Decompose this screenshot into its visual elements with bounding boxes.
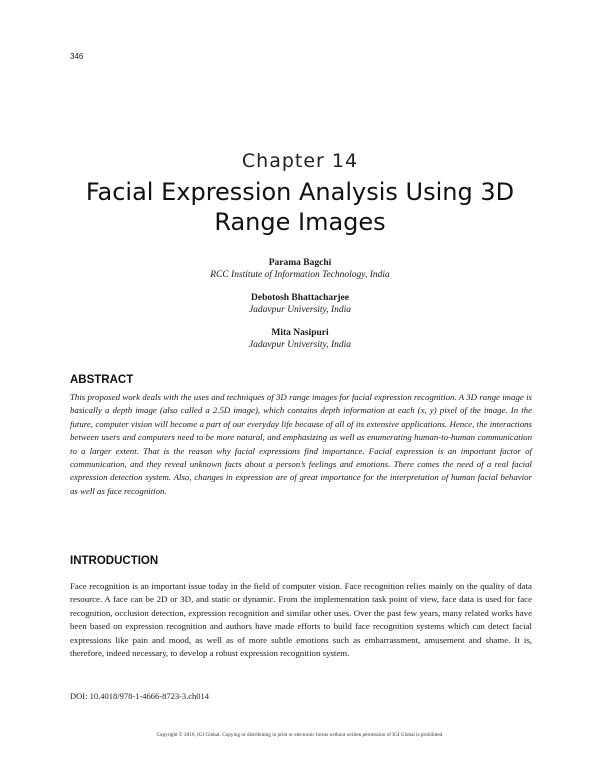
author-block	[0, 292, 600, 316]
copyright-notice: Copyright © 2016, IGI Global. Copying or distributing in print or electronic forms without written permission of IGI Global is prohibited.	[156, 732, 444, 738]
author-block	[0, 327, 600, 351]
author-name: Mita Nasipuri	[271, 328, 329, 338]
author-affiliation: RCC Institute of Information Technology, India	[210, 270, 390, 280]
introduction-text: Face recognition is an important issue today in the field of computer vision. Face recognition relies mainly on the quality of data resource. A face can be 2D or 3D, and static or dynamic. From the implementation task point of view, face data is used for face recognition, occlusion detection, expression recognition and similar other uses. Over the past few years, many related works have been based on expression recognition and authors have made efforts to build face recognition systems which can detect facial expressions like pain and mood, as well as of more subtle emotions such as embarrassment, amusement and shame. It is, therefore, indeed necessary, to develop a robust expression recognition system.	[70, 581, 532, 659]
abstract-heading: ABSTRACT	[70, 374, 134, 386]
chapter-label: Chapter 14	[241, 150, 359, 172]
chapter-title: Facial Expression Analysis Using 3D Range Images	[85, 178, 515, 236]
introduction-heading: INTRODUCTION	[70, 555, 159, 567]
author-block	[0, 257, 600, 281]
author-affiliation: Jadavpur University, India	[248, 340, 352, 350]
author-name: Debotosh Bhattacharjee	[251, 293, 349, 303]
doi-text: DOI: 10.4018/978-1-4666-8723-3.ch014	[70, 691, 210, 701]
abstract-text: This proposed work deals with the uses and techniques of 3D range images for facial expression recognition. A 3D range image is basically a depth image (also called a 2.5D image), which contains depth information at each (x, y) pixel of the image. In the future, computer vision will become a part of our everyday life because of all of its extensive applications. Hence, the interactions between users and computers need to be more natural, and emphasizing as well as enumerating human-to-human communication to a larger extent. That is the reason why facial expressions find importance. Facial expression is an important factor of communication, and they reveal unknown facts about a person’s feelings and emotions. There comes the need of a real facial expression detection system. Also, changes in expression are of great importance for the interpretation of human facial behavior as well as face recognition.	[70, 392, 532, 496]
page-number: 346	[70, 52, 84, 61]
author-list	[0, 257, 600, 362]
author-affiliation: Jadavpur University, India	[248, 305, 352, 315]
author-name: Parama Bagchi	[268, 258, 332, 268]
